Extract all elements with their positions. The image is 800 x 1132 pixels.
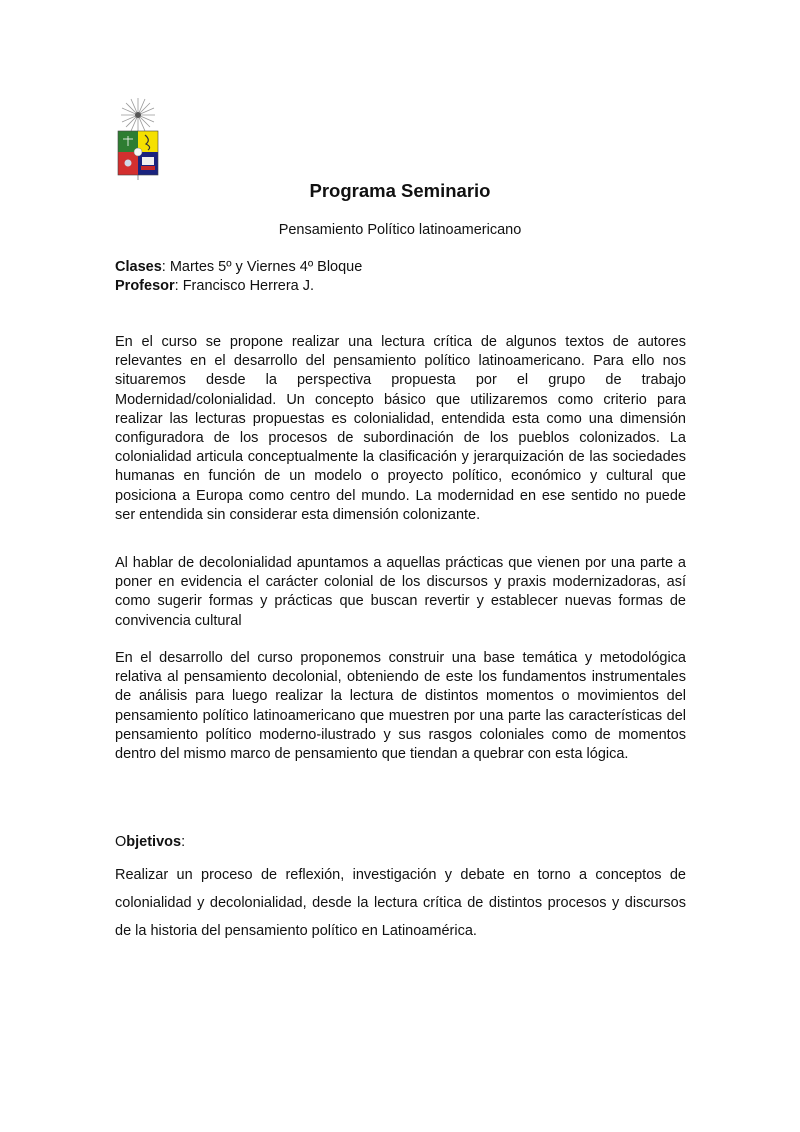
page-title: Programa Seminario <box>309 180 491 201</box>
objetivos-text: Realizar un proceso de reflexión, investigación y debate en torno a conceptos de colonialidad y decolonialidad, desde la lectura crítica de distintos procesos y discursos de la historia del pensamiento político en Latinoamérica. <box>115 867 686 939</box>
profesor-line <box>115 277 362 296</box>
intro-paragraph: En el curso se propone realizar una lectura crítica de algunos textos de autores relevantes en el desarrollo del pensamiento político latinoamericano. Para ello nos situaremos desde la perspectiva propuesta por el grupo de trabajo Modernidad/colonialidad. Un concepto básico que utilizaremos como criterio para realizar las lecturas propuestas es colonialidad, entendida esta como una dimensión configuradora de los procesos de subordinación de los pueblos colonizados. La colonialidad articula conceptualmente la clasificación y jerarquización de las sociedades humanas en función de un modelo o proyecto político, económico y cultural que posiciona a Europa como centro del mundo. La modernidad en ese sentido no puede ser entendida sin considerar esta dimensión colonizante. <box>115 334 686 523</box>
clases-label: Clases <box>115 259 162 275</box>
page-subtitle: Pensamiento Político latinoamericano <box>278 222 522 238</box>
clases-line <box>115 258 362 277</box>
decoloniality-paragraph: Al hablar de decolonialidad apuntamos a aquellas prácticas que vienen por una parte a poner en evidencia el carácter colonial de los discursos y praxis modernizadoras, así como sugerir formas y prácticas que buscan revertir y establecer nuevas formas de convivencia cultural <box>115 555 686 629</box>
university-crest-icon <box>115 96 161 180</box>
course-meta <box>115 258 362 296</box>
profesor-label: Profesor <box>115 278 175 294</box>
objetivos-heading: Objetivos: <box>115 834 186 850</box>
course-development-paragraph: En el desarrollo del curso proponemos construir una base temática y metodológica relativa al pensamiento decolonial, obteniendo de este los fundamentos instrumentales de análisis para luego realizar la lectura de distintos momentos o movimientos del pensamiento político latinoamericano que muestren por una parte las características del pensamiento político moderno-ilustrado y sus rasgos coloniales como de momentos dentro del mismo marco de pensamiento que tiendan a quebrar con esta lógica. <box>115 650 686 763</box>
clases-value: : Martes 5º y Viernes 4º Bloque <box>161 259 363 275</box>
profesor-value: : Francisco Herrera J. <box>174 278 315 294</box>
